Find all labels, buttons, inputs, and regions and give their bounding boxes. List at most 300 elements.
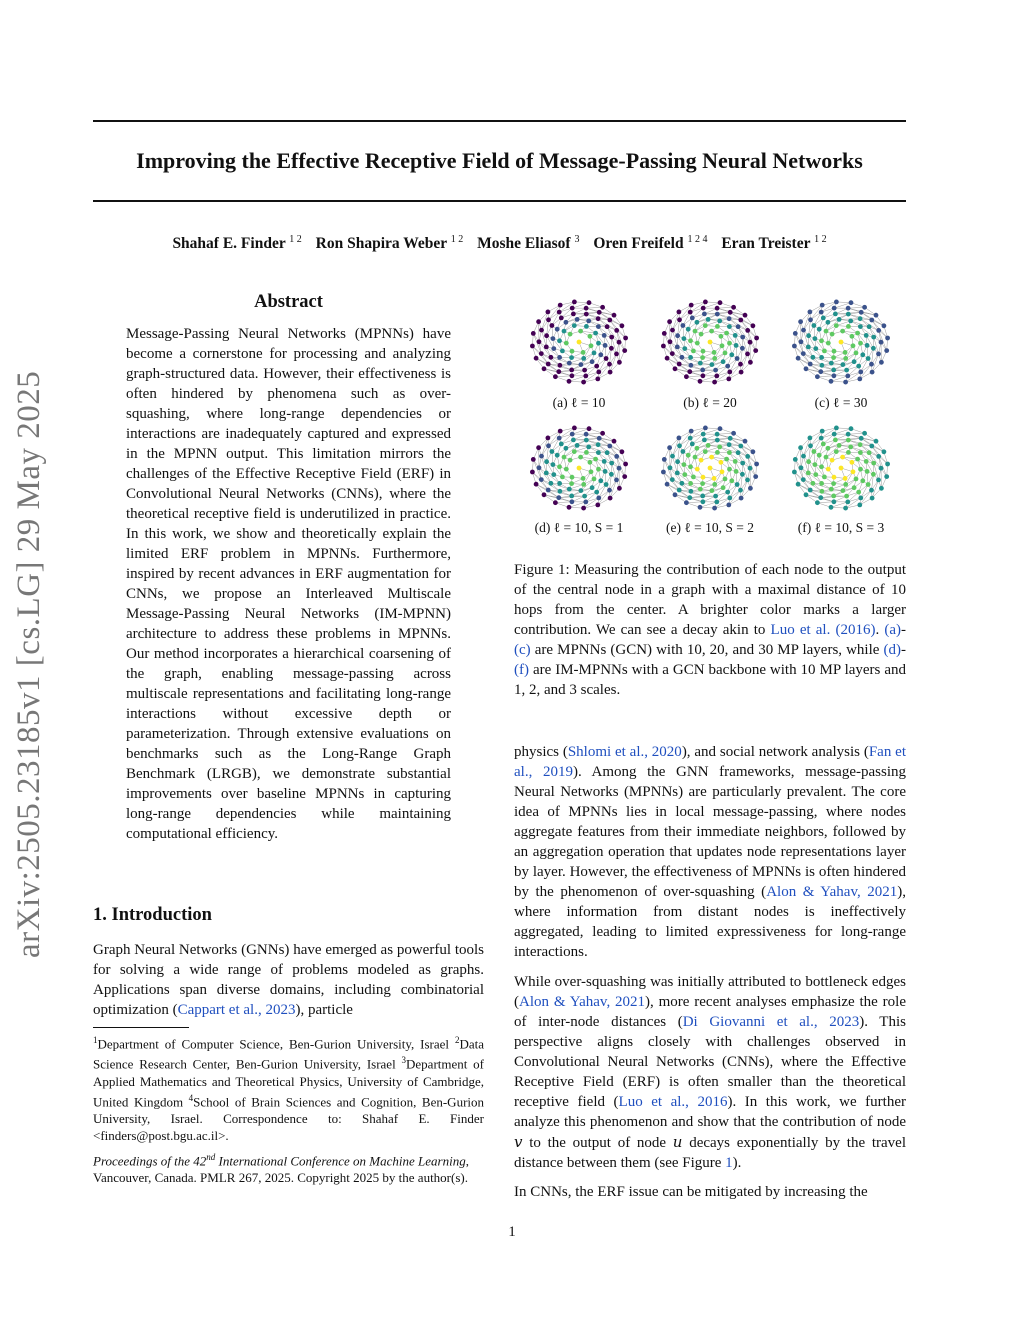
graph-node [720, 469, 725, 474]
graph-node [598, 478, 603, 483]
graph-node [559, 316, 564, 321]
graph-node [539, 328, 544, 333]
graph-node [724, 457, 729, 462]
graph-node [560, 475, 565, 480]
graph-node [731, 431, 736, 436]
graph-node [620, 323, 625, 328]
graph-node [607, 318, 612, 323]
graph-node [662, 331, 667, 336]
graph-node [831, 368, 836, 373]
graph-node [691, 349, 696, 354]
graph-node [739, 496, 744, 501]
graph-node [553, 500, 558, 505]
graph-node [864, 459, 869, 464]
graph-node [845, 374, 850, 379]
graph-node [848, 319, 853, 324]
graph-node [799, 339, 804, 344]
graph-node [546, 436, 551, 441]
author: Oren Freifeld $^{1 2 4}$ [593, 234, 708, 253]
graph-node [801, 328, 806, 333]
graph-node [808, 443, 813, 448]
graph-node [715, 432, 720, 437]
graph-node [682, 462, 687, 467]
graph-node [588, 334, 593, 339]
graph-node [858, 324, 863, 329]
graph-node [831, 355, 836, 360]
graph-node [675, 471, 680, 476]
graph-node [819, 436, 824, 441]
graph-node [695, 467, 700, 472]
graph-node [806, 459, 811, 464]
graph-node [879, 340, 884, 345]
graph-node [709, 329, 714, 334]
citation-link[interactable]: Cappart et al., 2023 [177, 1002, 296, 1018]
graph-node [688, 355, 693, 360]
graph-node [670, 454, 675, 459]
graph-node [665, 356, 670, 361]
graph-node [701, 373, 706, 378]
graph-node [623, 336, 628, 341]
graph-node [733, 333, 738, 338]
graph-node [837, 443, 842, 448]
graph-node [821, 442, 826, 447]
graph-edge [817, 376, 834, 377]
graph-edge [555, 502, 572, 503]
graph-node [604, 356, 609, 361]
graph-node [831, 494, 836, 499]
graph-node [808, 488, 813, 493]
graph-node [727, 324, 732, 329]
graph-node [831, 481, 836, 486]
graph-node [698, 487, 703, 492]
graph-node [661, 470, 666, 475]
graph-node [712, 350, 717, 355]
graph-node [555, 453, 560, 458]
graph-node [596, 467, 601, 472]
graph-node [735, 356, 740, 361]
graph-node [726, 503, 731, 508]
graph-node [575, 317, 580, 322]
graph-node [702, 438, 707, 443]
graph-node [820, 489, 825, 494]
graph-node [596, 370, 601, 375]
graph-node [829, 505, 834, 510]
author: Ron Shapira Weber $^{1 2}$ [315, 234, 464, 253]
graph-node [865, 469, 870, 474]
graph-node [687, 369, 692, 374]
graph-node [581, 482, 586, 487]
graph-node [865, 343, 870, 348]
graph-node [558, 363, 563, 368]
subfigure-ref-link[interactable]: (f) [514, 662, 529, 678]
graph-node [725, 364, 730, 369]
graph-node [841, 488, 846, 493]
graph-node [843, 482, 848, 487]
graph-node [718, 300, 723, 305]
graph-node [684, 374, 689, 379]
graph-node [569, 355, 574, 360]
graph-node [846, 324, 851, 329]
graph-node [801, 477, 806, 482]
graph-node [857, 503, 862, 508]
graph-node [806, 345, 811, 350]
graph-node [849, 426, 854, 431]
graph-node [729, 352, 734, 357]
subfigure-ref-link[interactable]: (d) [883, 642, 901, 658]
graph-node [850, 460, 855, 465]
citation-link[interactable]: Fan et al., 2019 [514, 744, 906, 780]
graph-node [712, 506, 717, 511]
graph-node [593, 457, 598, 462]
graph-plot-c [786, 294, 896, 390]
subfigure-ref-link[interactable]: (c) [514, 642, 531, 658]
graph-node [670, 351, 675, 356]
graph-node [575, 443, 580, 448]
graph-node [854, 477, 859, 482]
graph-edge [717, 307, 734, 308]
graph-node [792, 344, 797, 349]
graph-node [745, 328, 750, 333]
graph-node [682, 336, 687, 341]
graph-node [569, 481, 574, 486]
graph-node [843, 380, 848, 385]
graph-node [729, 478, 734, 483]
graph-node [862, 431, 867, 436]
citation-link[interactable]: Alon & Yahav, 2021 [519, 994, 646, 1010]
graph-node [560, 349, 565, 354]
graph-node [686, 327, 691, 332]
graph-node [665, 482, 670, 487]
graph-node [570, 499, 575, 504]
graph-node [607, 444, 612, 449]
graph-node [557, 355, 562, 360]
graph-node [885, 336, 890, 341]
citation-link[interactable]: Alon & Yahav, 2021 [766, 884, 898, 900]
graph-node [734, 469, 739, 474]
graph-node [581, 476, 586, 481]
graph-node [712, 476, 717, 481]
graph-node [727, 370, 732, 375]
graph-node [549, 355, 554, 360]
graph-node [567, 487, 572, 492]
graph-node [668, 465, 673, 470]
graph-node [882, 449, 887, 454]
graph-node [542, 366, 547, 371]
graph-node [546, 488, 551, 493]
graph-node [557, 338, 562, 343]
graph-node [855, 331, 860, 336]
graph-node [600, 431, 605, 436]
graph-node [677, 310, 682, 315]
graph-node [740, 335, 745, 340]
graph-node [844, 494, 849, 499]
graph-plot-b [655, 294, 765, 390]
graph-node [581, 380, 586, 385]
graph-node [820, 303, 825, 308]
graph-node [879, 486, 884, 491]
graph-node [570, 306, 575, 311]
graph-node [717, 445, 722, 450]
graph-node [841, 362, 846, 367]
graph-node [826, 341, 831, 346]
graph-node [531, 331, 536, 336]
top-rule [93, 120, 906, 122]
graph-node [876, 328, 881, 333]
graph-node [550, 449, 555, 454]
graph-node [581, 506, 586, 511]
graph-node [858, 496, 863, 501]
graph-node [745, 478, 750, 483]
graph-node [690, 442, 695, 447]
graph-node [884, 474, 889, 479]
graph-node [675, 345, 680, 350]
abstract-heading: Abstract [254, 292, 323, 312]
graph-node [688, 436, 693, 441]
graph-node [614, 478, 619, 483]
graph-node [544, 459, 549, 464]
graph-node [738, 488, 743, 493]
graph-node [720, 343, 725, 348]
graph-node [557, 481, 562, 486]
graph-node [546, 317, 551, 322]
graph-node [583, 500, 588, 505]
graph-node [703, 449, 708, 454]
graph-node [832, 475, 837, 480]
graph-node [846, 312, 851, 317]
graph-node [699, 458, 704, 463]
graph-edge [686, 376, 703, 377]
graph-node [698, 361, 703, 366]
graph-node [854, 351, 859, 356]
graph-node [589, 469, 594, 474]
graph-node [603, 343, 608, 348]
intro-paragraph: Graph Neural Networks (GNNs) have emerged as powerful tools for solving a wide range of problems modeled as graphs. Applications span diverse domains, including combinatorial optimization (Cappart et al., 2023), particle [93, 942, 484, 1018]
graph-node [569, 494, 574, 499]
graph-node [572, 323, 577, 328]
graph-node [693, 329, 698, 334]
graph-node [662, 457, 667, 462]
graph-node [572, 426, 577, 431]
title-rule [93, 200, 906, 202]
graph-node [743, 313, 748, 318]
graph-node [813, 472, 818, 477]
graph-node [710, 488, 715, 493]
graph-node [806, 471, 811, 476]
graph-node [740, 346, 745, 351]
graph-node [846, 450, 851, 455]
graph-node [819, 464, 824, 469]
graph-node [700, 481, 705, 486]
graph-node [792, 470, 797, 475]
graph-node [689, 429, 694, 434]
citation-link[interactable]: Luo et al., 2016 [618, 1094, 728, 1110]
graph-node [869, 488, 874, 493]
graph-node [534, 356, 539, 361]
graph-node [597, 436, 602, 441]
subcaption-a: (a) ℓ = 10 [552, 395, 606, 410]
graph-node [530, 470, 535, 475]
intro-paragraph: While over-squashing was initially attributed to bottleneck edges (Alon & Yahav, 2021), more recent analyses emphasize the role of inter-node distances (Di Giovanni et al., 2023). This perspective aligns closely with challenges observed in Convolutional Neural Networks (CNNs), where the Effective Receptive Field (ERF) is often smaller than the theoretical receptive field (Luo et al., 2016). In this work, we further analyze this phenomenon and show that the contribution of node v to the output of node u decays exponentially by the travel distance between them (see Figure 1). [514, 974, 906, 1171]
graph-node [608, 370, 613, 375]
graph-node [871, 346, 876, 351]
graph-node [843, 476, 848, 481]
graph-node [559, 442, 564, 447]
graph-node [689, 489, 694, 494]
graph-node [693, 455, 698, 460]
graph-node [727, 496, 732, 501]
graph-node [557, 436, 562, 441]
graph-node [751, 323, 756, 328]
graph-node [582, 368, 587, 373]
graph-node [820, 429, 825, 434]
graph-node [723, 351, 728, 356]
graph-node [572, 449, 577, 454]
graph-node [595, 503, 600, 508]
page-number: 1 [508, 1224, 516, 1240]
graph-node [859, 436, 864, 441]
graph-node [710, 362, 715, 367]
graph-node [562, 329, 567, 334]
graph-node [738, 318, 743, 323]
graph-node [829, 361, 834, 366]
graph-node [817, 327, 822, 332]
graph-node [885, 462, 890, 467]
graph-node [834, 323, 839, 328]
citation-link[interactable]: Shlomi et al., 2020 [567, 744, 682, 760]
graph-node [673, 366, 678, 371]
graph-node [614, 454, 619, 459]
graph-node [596, 316, 601, 321]
graph-node [675, 333, 680, 338]
graph-node [858, 341, 863, 346]
figure-caption: Figure 1: Measuring the contribution of each node to the output of the central node in a graph with a maximal distance of 10 hops from the center. A brighter color marks a larger contribution. We can see a decay akin to Luo et al. (2016). (a)-(c) are MPNNs (GCN) with 10, 20, and 30 MP layers, while (d)-(f) are IM-MPNNs with a GCN backbone with 10 MP layers and 1, 2, and 3 scales. [514, 562, 907, 698]
graph-node [793, 331, 798, 336]
graph-node [539, 351, 544, 356]
graph-node [698, 505, 703, 510]
graph-node [614, 352, 619, 357]
graph-node [570, 475, 575, 480]
graph-node [557, 464, 562, 469]
graph-node [715, 438, 720, 443]
graph-node [748, 340, 753, 345]
graph-node [584, 432, 589, 437]
graph-node [846, 306, 851, 311]
graph-edge [555, 376, 572, 377]
graph-node [531, 457, 536, 462]
graph-node [851, 343, 856, 348]
graph-node [539, 477, 544, 482]
graph-node [829, 487, 834, 492]
graph-node [738, 362, 743, 367]
graph-node [839, 466, 844, 471]
graph-plot-a [524, 294, 634, 390]
graph-node [721, 359, 726, 364]
graph-node [734, 343, 739, 348]
graph-node [572, 300, 577, 305]
graph-node [546, 362, 551, 367]
graph-node [556, 495, 561, 500]
graph-node [754, 462, 759, 467]
subfigure-ref-link[interactable]: (a) [884, 622, 902, 638]
graph-node [818, 369, 823, 374]
graph-node [564, 320, 569, 325]
graph-node [817, 453, 822, 458]
graph-node [850, 334, 855, 339]
graph-node [826, 467, 831, 472]
graph-node [689, 363, 694, 368]
graph-node [731, 305, 736, 310]
graph-node [859, 310, 864, 315]
graph-node [866, 356, 871, 361]
graph-node [832, 432, 837, 437]
graph-node [691, 475, 696, 480]
graph-node [804, 492, 809, 497]
graph-node [698, 379, 703, 384]
graph-node [869, 444, 874, 449]
graph-node [584, 450, 589, 455]
graph-node [719, 334, 724, 339]
graph-node [592, 351, 597, 356]
graph-node [844, 368, 849, 373]
graph-node [701, 432, 706, 437]
graph-node [808, 310, 813, 315]
abstract-text: Message-Passing Neural Networks (MPNNs) have become a cornerstone for processing and analyzing graph-structured data. However, their effectiveness is often hindered by phenomena such as over-squashing, where long-range dependencies or interactions are inadequately captured and expressed in the MPNN output. This limitation mirrors the challenges of the Effective Receptive Field (ERF) in Convolutional Neural Networks (CNNs), where the theoretical receptive field is underutilized in practice. In this work, we show and theoretically explain the limited ERF problem in MPNNs. Furthermore, inspired by recent advances in ERF augmentation for CNNs, we propose an Interleaved Multiscale Message-Passing Neural Networks (IM-MPNN) architecture to address these problems in MPNNs. Our method incorporates a hierarchical coarsening of the graph, enabling message-passing across multiscale representations and facilitating long-range interactions without excessive depth or parameterization. Through extensive evaluations on benchmarks such as the Long-Range Graph Benchmark (LRGB), we demonstrate substantial improvements over baseline MPNNs in capturing long-range dependencies while maintaining computational efficiency. [126, 326, 451, 842]
graph-node [558, 489, 563, 494]
graph-node [677, 362, 682, 367]
graph-node [837, 317, 842, 322]
graph-node [712, 482, 717, 487]
graph-node [596, 341, 601, 346]
graph-node [675, 459, 680, 464]
graph-node [688, 481, 693, 486]
graph-node [550, 323, 555, 328]
graph-node [530, 344, 535, 349]
graph-node [682, 472, 687, 477]
section-heading-introduction: 1. Introduction [93, 905, 212, 925]
graph-node [570, 349, 575, 354]
math-var: v [514, 1133, 523, 1151]
graph-node [699, 332, 704, 337]
figure-ref-link[interactable]: 1 [725, 1155, 733, 1171]
graph-node [867, 450, 872, 455]
graph-node [708, 466, 713, 471]
citation-link[interactable]: Luo et al. (2016) [770, 622, 876, 638]
graph-node [876, 454, 881, 459]
graph-node [614, 328, 619, 333]
graph-node [715, 306, 720, 311]
graph-node [684, 500, 689, 505]
graph-node [687, 495, 692, 500]
graph-node [798, 319, 803, 324]
graph-node [587, 300, 592, 305]
citation-link[interactable]: Di Giovanni et al., 2023 [682, 1014, 860, 1030]
intro-paragraph: physics (Shlomi et al., 2020), and social network analysis (Fan et al., 2019). Among the GNN frameworks, message-passing Neural Networks (MPNNs) are particularly prevalent. The core idea of MPNNs lies in local message-passing, where nodes aggregate features from their immediate neighbors, followed by an aggregation operation that updates node representations layer by layer. However, the effectiveness of MPNNs is often hindered by the phenomenon of over-squashing (Alon & Yahav, 2021), where information from distant nodes is ineffectively aggregated, leading to limited expressiveness for long-range interactions. [514, 744, 906, 960]
graph-node [617, 466, 622, 471]
graph-node [703, 300, 708, 305]
graph-node [815, 374, 820, 379]
graph-node [558, 303, 563, 308]
graph-edge [717, 433, 734, 434]
graph-node [702, 312, 707, 317]
graph-node [833, 312, 838, 317]
graph-node [549, 481, 554, 486]
graph-node [753, 348, 758, 353]
graph-node [670, 477, 675, 482]
graph-node [819, 355, 824, 360]
graph-node [728, 436, 733, 441]
graph-plot-e [655, 420, 765, 516]
graph-node [826, 320, 831, 325]
